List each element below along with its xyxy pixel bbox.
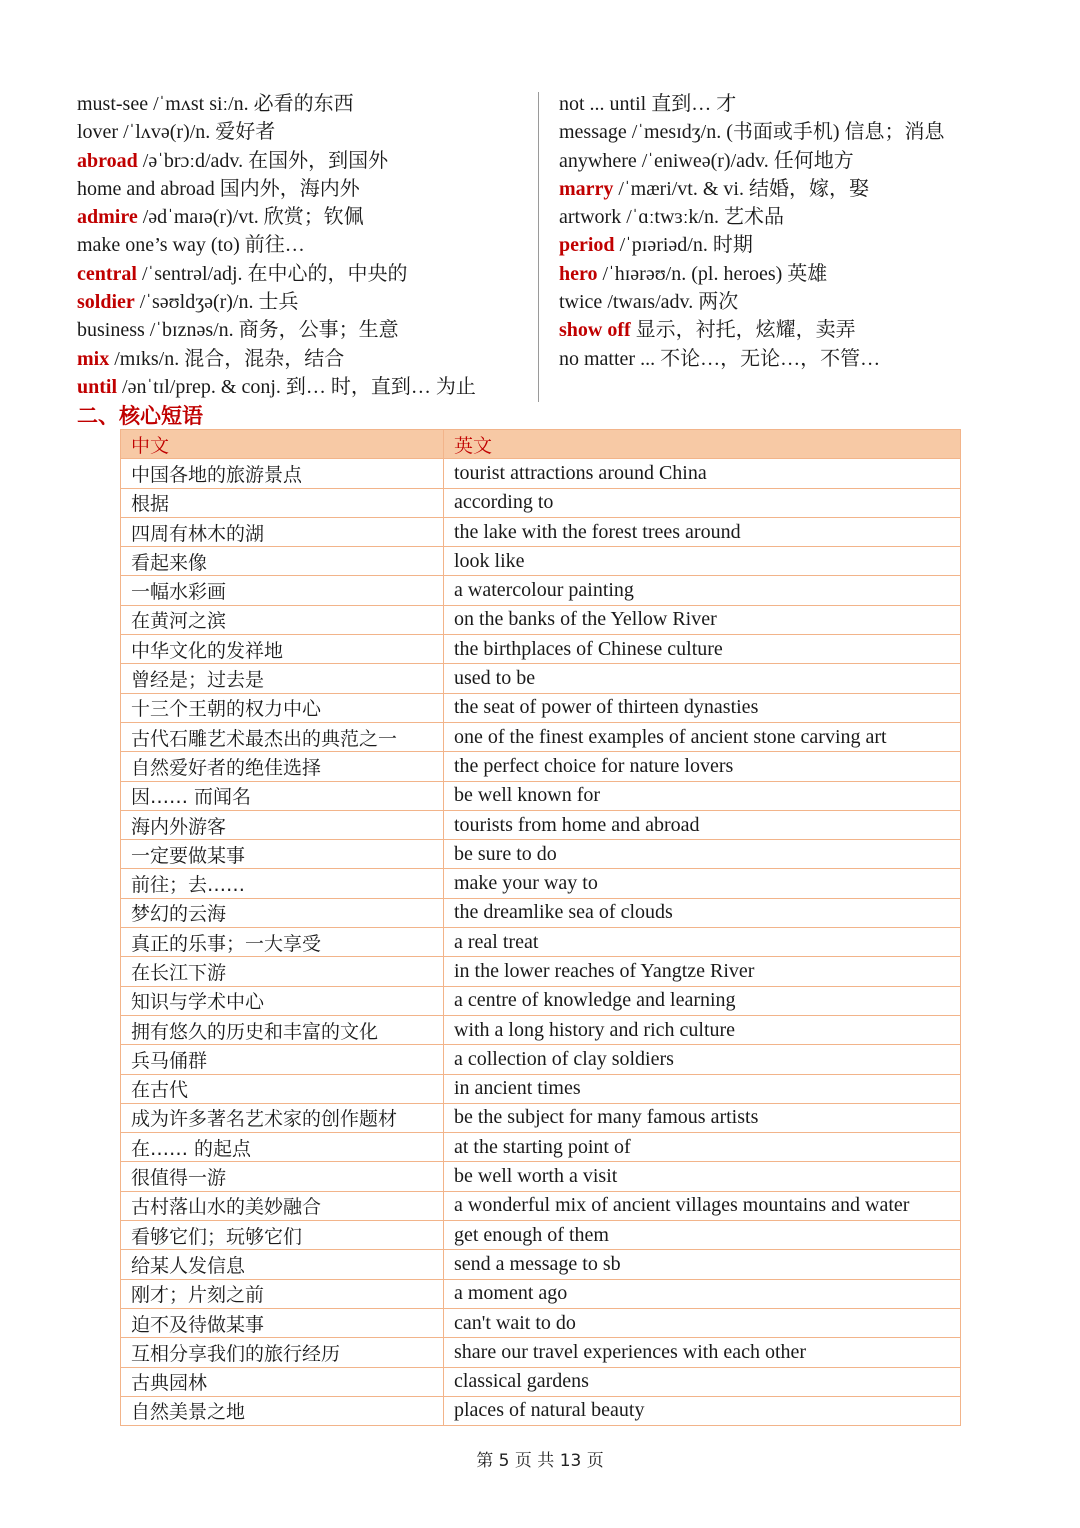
- phrase-english: be well known for: [444, 781, 961, 810]
- vocab-word: central: [77, 262, 137, 285]
- vocab-entry: [559, 288, 1003, 316]
- table-row: [121, 1367, 961, 1396]
- vocab-entry: [77, 288, 537, 316]
- table-row: [121, 1133, 961, 1162]
- phrase-chinese: 古代石雕艺术最杰出的典范之一: [121, 722, 444, 751]
- vocab-entry: [77, 147, 537, 175]
- phrase-english: the birthplaces of Chinese culture: [444, 635, 961, 664]
- vocab-definition: /ˈsentrəl/adj. 在中心的，中央的: [136, 262, 408, 285]
- vocab-definition: /ˈeniweə(r)/adv. 任何地方: [636, 149, 854, 172]
- phrase-chinese: 在…… 的起点: [121, 1133, 444, 1162]
- phrase-chinese: 兵马俑群: [121, 1045, 444, 1074]
- vocab-definition: /ˈmʌst siː/n. 必看的东西: [148, 93, 354, 115]
- vocab-word: make one’s way (to): [77, 234, 240, 257]
- phrase-english: classical gardens: [444, 1367, 961, 1396]
- phrase-chinese: 自然美景之地: [121, 1396, 444, 1425]
- phrase-english: with a long history and rich culture: [444, 1015, 961, 1044]
- table-row: [121, 576, 961, 605]
- phrase-chinese: 给某人发信息: [121, 1250, 444, 1279]
- vocab-entry: [559, 345, 1003, 373]
- vocab-entry: [559, 147, 1003, 175]
- vocab-word: period: [559, 234, 615, 257]
- vocab-word: message: [559, 121, 627, 144]
- vocab-definition: 前往…: [239, 234, 305, 257]
- table-row: [121, 1250, 961, 1279]
- table-body: [121, 459, 961, 1426]
- vocabulary-list: [77, 90, 1003, 402]
- phrase-chinese: 迫不及待做某事: [121, 1308, 444, 1337]
- vocab-entry: [559, 118, 1003, 146]
- vocab-definition: /ˈbɪznəs/n. 商务，公事；生意: [144, 319, 399, 342]
- phrase-english: can't wait to do: [444, 1308, 961, 1337]
- vocab-word: artwork: [559, 206, 622, 229]
- phrase-chinese: 拥有悠久的历史和丰富的文化: [121, 1015, 444, 1044]
- table-row: [121, 869, 961, 898]
- table-row: [121, 781, 961, 810]
- phrase-english: according to: [444, 488, 961, 517]
- table-row: [121, 1103, 961, 1132]
- phrase-chinese: 一定要做某事: [121, 840, 444, 869]
- phrase-chinese: 看够它们；玩够它们: [121, 1221, 444, 1250]
- phrase-english: send a message to sb: [444, 1250, 961, 1279]
- table-row: [121, 488, 961, 517]
- phrase-english: a wonderful mix of ancient villages mountains and water: [444, 1191, 961, 1220]
- table-row: [121, 1191, 961, 1220]
- header-english: 英文: [444, 430, 961, 459]
- vocab-word: show off: [559, 319, 631, 342]
- phrase-chinese: 在黄河之滨: [121, 605, 444, 634]
- phrase-english: tourists from home and abroad: [444, 810, 961, 839]
- vocab-entry: [77, 260, 537, 288]
- vocab-definition: /ˈhɪərəʊ/n. (pl. heroes) 英雄: [597, 262, 828, 285]
- vocab-definition: /ədˈmaɪə(r)/vt. 欣赏；钦佩: [137, 206, 364, 229]
- vocab-definition: /ˈpɪəriəd/n. 时期: [614, 234, 753, 257]
- table-row: [121, 810, 961, 839]
- table-row: [121, 693, 961, 722]
- phrase-chinese: 梦幻的云海: [121, 898, 444, 927]
- table-row: [121, 664, 961, 693]
- vocab-word: soldier: [77, 291, 135, 314]
- vocab-entry: [559, 203, 1003, 231]
- vocab-word: admire: [77, 206, 138, 229]
- table-row: [121, 928, 961, 957]
- vocab-word: abroad: [77, 149, 138, 172]
- phrase-chinese: 在古代: [121, 1074, 444, 1103]
- vocab-entry: [77, 118, 537, 146]
- vocab-entry: [559, 316, 1003, 344]
- table-row: [121, 1338, 961, 1367]
- vocab-entry: [77, 231, 537, 259]
- table-row: [121, 635, 961, 664]
- vocab-word: home and abroad: [77, 177, 215, 200]
- phrase-english: the dreamlike sea of clouds: [444, 898, 961, 927]
- phrase-chinese: 十三个王朝的权力中心: [121, 693, 444, 722]
- vocab-entry: [559, 175, 1003, 203]
- phrase-english: a real treat: [444, 928, 961, 957]
- phrase-chinese: 一幅水彩画: [121, 576, 444, 605]
- vocab-definition: /ˈlʌvə(r)/n. 爱好者: [118, 121, 276, 144]
- vocab-definition: 国内外，海内外: [214, 177, 360, 200]
- phrase-english: make your way to: [444, 869, 961, 898]
- phrase-chinese: 曾经是；过去是: [121, 664, 444, 693]
- table-row: [121, 986, 961, 1015]
- phrase-english: a moment ago: [444, 1279, 961, 1308]
- vocab-definition: 显示，衬托，炫耀，卖弄: [630, 319, 856, 342]
- table-row: [121, 1015, 961, 1044]
- phrase-chinese: 古村落山水的美妙融合: [121, 1191, 444, 1220]
- phrase-chinese: 中华文化的发祥地: [121, 635, 444, 664]
- table-row: [121, 517, 961, 546]
- phrase-english: a centre of knowledge and learning: [444, 986, 961, 1015]
- core-phrases-table: [120, 429, 961, 1426]
- phrase-english: in the lower reaches of Yangtze River: [444, 957, 961, 986]
- vocab-definition: /ˈmesɪdʒ/n. (书面或手机) 信息；消息: [626, 121, 945, 144]
- table-header-row: [121, 430, 961, 459]
- table-row: [121, 1396, 961, 1425]
- phrase-english: the perfect choice for nature lovers: [444, 752, 961, 781]
- vocab-definition: 不论…，无论…，不管…: [655, 347, 881, 370]
- phrase-english: look like: [444, 547, 961, 576]
- phrase-english: be sure to do: [444, 840, 961, 869]
- vocab-word: anywhere: [559, 149, 637, 172]
- vocab-definition: /ˈmæri/vt. & vi. 结婚，嫁，娶: [613, 177, 869, 200]
- table-row: [121, 957, 961, 986]
- phrase-chinese: 海内外游客: [121, 810, 444, 839]
- vocab-entry: [77, 175, 537, 203]
- vocab-entry: [77, 345, 537, 373]
- header-chinese: 中文: [121, 430, 444, 459]
- phrase-english: tourist attractions around China: [444, 459, 961, 488]
- vocab-word: until: [77, 375, 118, 398]
- vocab-word: business: [77, 319, 145, 342]
- table-row: [121, 840, 961, 869]
- phrase-english: a watercolour painting: [444, 576, 961, 605]
- phrase-english: on the banks of the Yellow River: [444, 605, 961, 634]
- table-row: [121, 1308, 961, 1337]
- vocab-entry: [77, 203, 537, 231]
- page-footer: 第 5 页 共 13 页: [476, 1451, 604, 1471]
- phrase-english: a collection of clay soldiers: [444, 1045, 961, 1074]
- vocab-definition: /ˈsəʊldʒə(r)/n. 士兵: [134, 291, 299, 314]
- vocabulary-column-left: [77, 90, 537, 401]
- table-row: [121, 898, 961, 927]
- table-row: [121, 1221, 961, 1250]
- vocab-word: no matter ...: [559, 347, 656, 370]
- phrase-chinese: 中国各地的旅游景点: [121, 459, 444, 488]
- phrase-chinese: 看起来像: [121, 547, 444, 576]
- vocab-word: marry: [559, 177, 614, 200]
- vocabulary-column-right: [559, 90, 1003, 373]
- section-title: 二、核心短语: [77, 404, 203, 428]
- table-row: [121, 1279, 961, 1308]
- phrase-chinese: 因…… 而闻名: [121, 781, 444, 810]
- table-row: [121, 605, 961, 634]
- phrase-english: be well worth a visit: [444, 1162, 961, 1191]
- vocab-definition: /əˈbrɔːd/adv. 在国外，到国外: [137, 149, 389, 172]
- vocab-entry: [77, 90, 537, 118]
- phrase-chinese: 在长江下游: [121, 957, 444, 986]
- vocab-definition: 直到… 才: [646, 93, 737, 115]
- vocab-entry: [559, 231, 1003, 259]
- vocab-entry: [559, 90, 1003, 118]
- phrase-chinese: 知识与学术中心: [121, 986, 444, 1015]
- table-row: [121, 547, 961, 576]
- vocab-word: mix: [77, 347, 110, 370]
- column-divider: [538, 92, 539, 402]
- phrase-chinese: 前往；去……: [121, 869, 444, 898]
- phrase-chinese: 自然爱好者的绝佳选择: [121, 752, 444, 781]
- phrase-chinese: 四周有林木的湖: [121, 517, 444, 546]
- vocab-entry: [559, 260, 1003, 288]
- phrase-english: at the starting point of: [444, 1133, 961, 1162]
- phrase-chinese: 很值得一游: [121, 1162, 444, 1191]
- phrase-english: share our travel experiences with each other: [444, 1338, 961, 1367]
- table-row: [121, 1162, 961, 1191]
- phrase-english: used to be: [444, 664, 961, 693]
- phrase-chinese: 真正的乐事；一大享受: [121, 928, 444, 957]
- vocab-word: twice: [559, 291, 603, 314]
- phrase-chinese: 古典园林: [121, 1367, 444, 1396]
- vocab-definition: /mɪks/n. 混合，混杂，结合: [109, 347, 345, 370]
- phrase-english: the seat of power of thirteen dynasties: [444, 693, 961, 722]
- table-row: [121, 1045, 961, 1074]
- vocab-definition: /ˈɑːtwɜːk/n. 艺术品: [621, 206, 784, 229]
- phrase-english: in ancient times: [444, 1074, 961, 1103]
- vocab-definition: /ənˈtɪl/prep. & conj. 到… 时，直到… 为止: [117, 375, 476, 398]
- phrase-english: the lake with the forest trees around: [444, 517, 961, 546]
- phrase-chinese: 互相分享我们的旅行经历: [121, 1338, 444, 1367]
- phrase-chinese: 刚才；片刻之前: [121, 1279, 444, 1308]
- phrase-english: one of the finest examples of ancient stone carving art: [444, 722, 961, 751]
- vocab-entry: [77, 373, 537, 401]
- phrase-english: be the subject for many famous artists: [444, 1103, 961, 1132]
- table-row: [121, 1074, 961, 1103]
- phrase-chinese: 成为许多著名艺术家的创作题材: [121, 1103, 444, 1132]
- vocab-word: hero: [559, 262, 598, 285]
- table-row: [121, 459, 961, 488]
- phrase-chinese: 根据: [121, 488, 444, 517]
- vocab-entry: [77, 316, 537, 344]
- vocab-word: lover: [77, 121, 119, 144]
- vocab-word: must-see: [77, 93, 149, 115]
- vocab-word: not ... until: [559, 93, 647, 115]
- table-row: [121, 752, 961, 781]
- vocab-definition: /twaɪs/adv. 两次: [602, 291, 739, 314]
- table-row: [121, 722, 961, 751]
- phrase-english: get enough of them: [444, 1221, 961, 1250]
- phrase-english: places of natural beauty: [444, 1396, 961, 1425]
